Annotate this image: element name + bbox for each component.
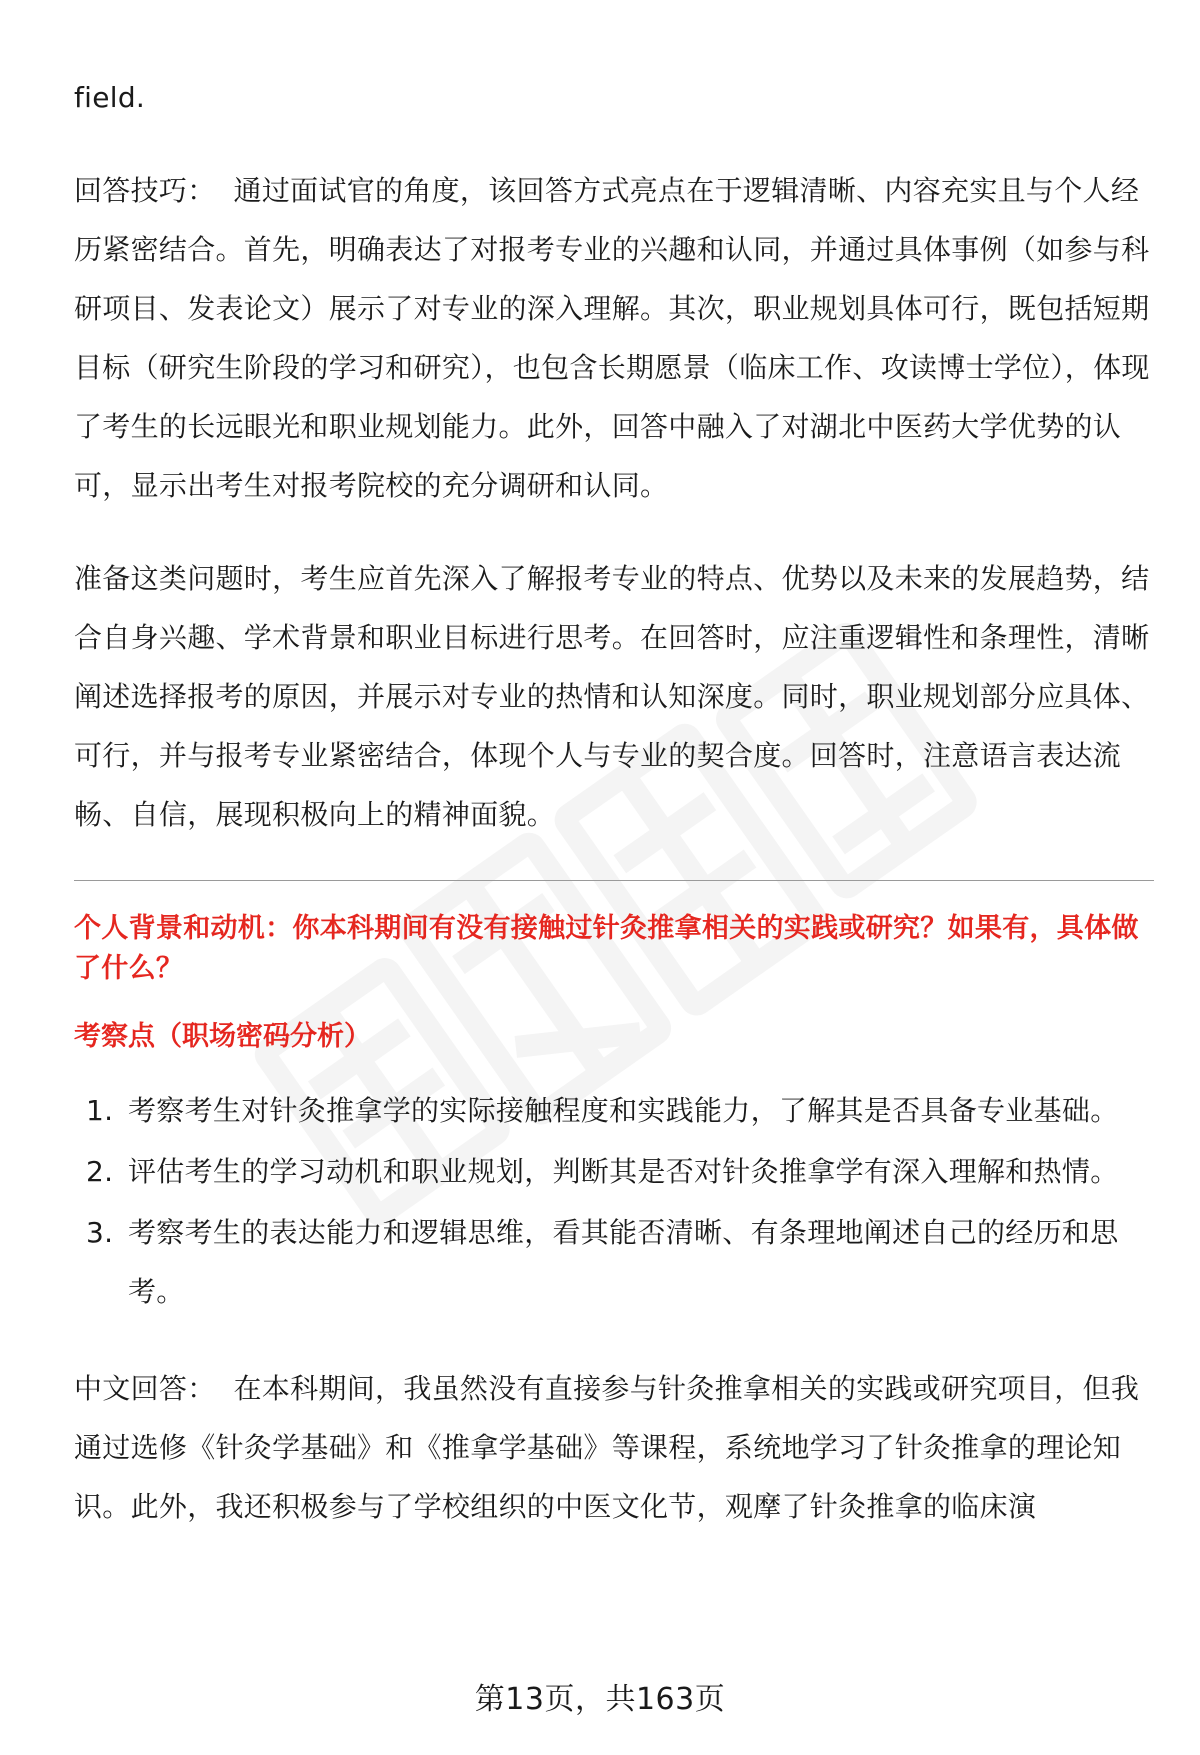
answer-paragraph [74,1359,1154,1536]
preparation-paragraph: 准备这类问题时，考生应首先深入了解报考专业的特点、优势以及未来的发展趋势，结合自身兴趣、学术背景和职业目标进行思考。在回答时，应注重逻辑性和条理性，清晰阐述选择报考的原因，并展示对专业的热情和认知深度。同时，职业规划部分应具体、可行，并与报考专业紧密结合，体现个人与专业的契合度。回答时，注意语言表达流畅、自信，展现积极向上的精神面貌。 [74,562,1150,831]
analysis-heading: 考察点（职场密码分析） [74,1021,371,1052]
list-item [74,1081,1154,1140]
answer-label: 中文回答： [74,1372,216,1405]
question-heading: 个人背景和动机：你本科期间有没有接触过针灸推拿相关的实践或研究？如果有，具体做了什么？ [74,913,1139,984]
page-footer: 第13页，共163页 [474,1682,726,1717]
page-content [74,68,1154,1536]
tips-label: 回答技巧： [74,174,216,207]
list-item [74,1142,1154,1201]
list-item-number: 2. [86,1155,114,1188]
list-item-text: 考察考生对针灸推拿学的实际接触程度和实践能力，了解其是否具备专业基础。 [128,1094,1119,1127]
answer-text: 在本科期间，我虽然没有直接参与针灸推拿相关的实践或研究项目，但我通过选修《针灸学基础》和《推拿学基础》等课程，系统地学习了针灸推拿的理论知识。此外，我还积极参与了学校组织的中医文化节，观摩了针灸推拿的临床演 [74,1372,1140,1523]
list-item-number: 3. [86,1216,114,1249]
continued-text-fragment: field. [74,81,146,114]
list-item-text: 考察考生的表达能力和逻辑思维，看其能否清晰、有条理地阐述自己的经历和思考。 [128,1216,1119,1308]
list-item [74,1203,1154,1321]
tips-text: 通过面试官的角度，该回答方式亮点在于逻辑清晰、内容充实且与个人经历紧密结合。首先，明确表达了对报考专业的兴趣和认同，并通过具体事例（如参与科研项目、发表论文）展示了对专业的深入理解。其次，职业规划具体可行，既包括短期目标（研究生阶段的学习和研究），也包含长期愿景（临床工作、攻读博士学位），体现了考生的长远眼光和职业规划能力。此外，回答中融入了对湖北中医药大学优势的认可，显示出考生对报考院校的充分调研和认同。 [74,174,1150,502]
tips-paragraph [74,161,1154,515]
list-item-text: 评估考生的学习动机和职业规划，判断其是否对针灸推拿学有深入理解和热情。 [128,1155,1119,1188]
analysis-list [74,1081,1154,1321]
list-item-number: 1. [86,1094,114,1127]
section-divider [74,880,1154,881]
